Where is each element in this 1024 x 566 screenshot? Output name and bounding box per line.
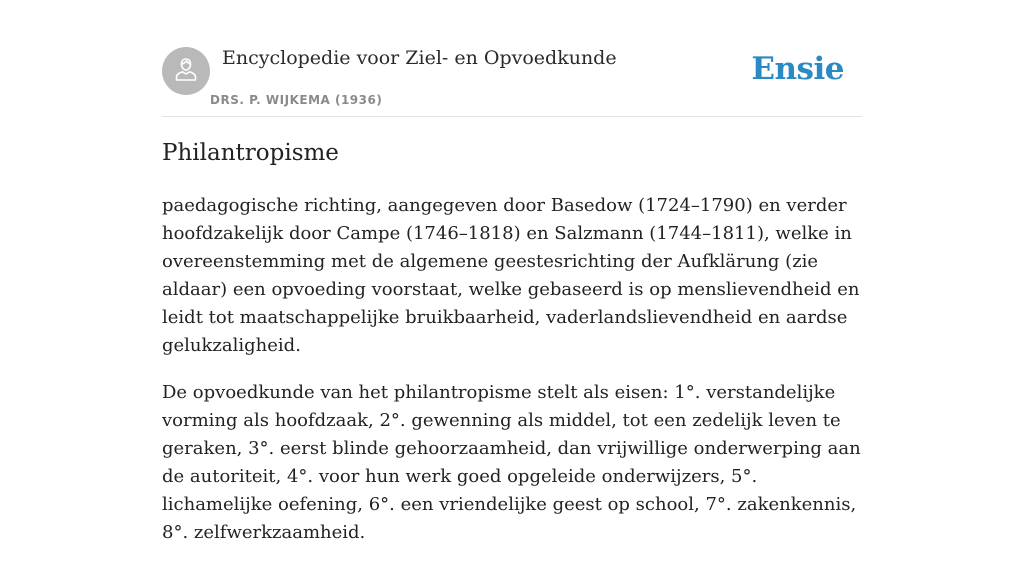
article-paragraph: paedagogische richting, aangegeven door Basedow (1724–1790) en verder hoofdzakelijk door Campe (1746–1818) en Salzmann (1744–1811), welke in overeenstemming met de algemene geestesrichting der Aufklärung (zie aldaar) een opvoeding voorstaat, welke gebaseerd is op menslievendheid en leidt tot maatschappelijke bruikbaarheid, vaderlandslievendheid en aardse gelukzaligheid. [162,195,860,356]
user-silhouette-icon [172,55,200,87]
article-paragraph: De opvoedkunde van het philantropisme stelt als eisen: 1°. verstandelijke vorming als hoofdzaak, 2°. gewenning als middel, tot een zedelijk leven te geraken, 3°. eerst blinde gehoorzaamheid, dan vrijwillige onderwerping aan de autoriteit, 4°. voor hun werk goed opgeleide onderwijzers, 5°. lichamelijke oefening, 6°. een vriendelijke geest op school, 7°. zakenkennis, 8°. zelfwerkzaamheid. [162,382,861,543]
article-body [162,192,864,566]
article-header [162,46,862,117]
author-name: DRS. P. WIJKEMA (1936) [210,93,383,107]
source-title[interactable]: Encyclopedie voor Ziel- en Opvoedkunde [222,47,617,69]
ensie-logo-link[interactable]: Ensie [751,51,844,87]
article-title: Philantropisme [162,140,339,166]
author-avatar[interactable] [162,47,210,95]
